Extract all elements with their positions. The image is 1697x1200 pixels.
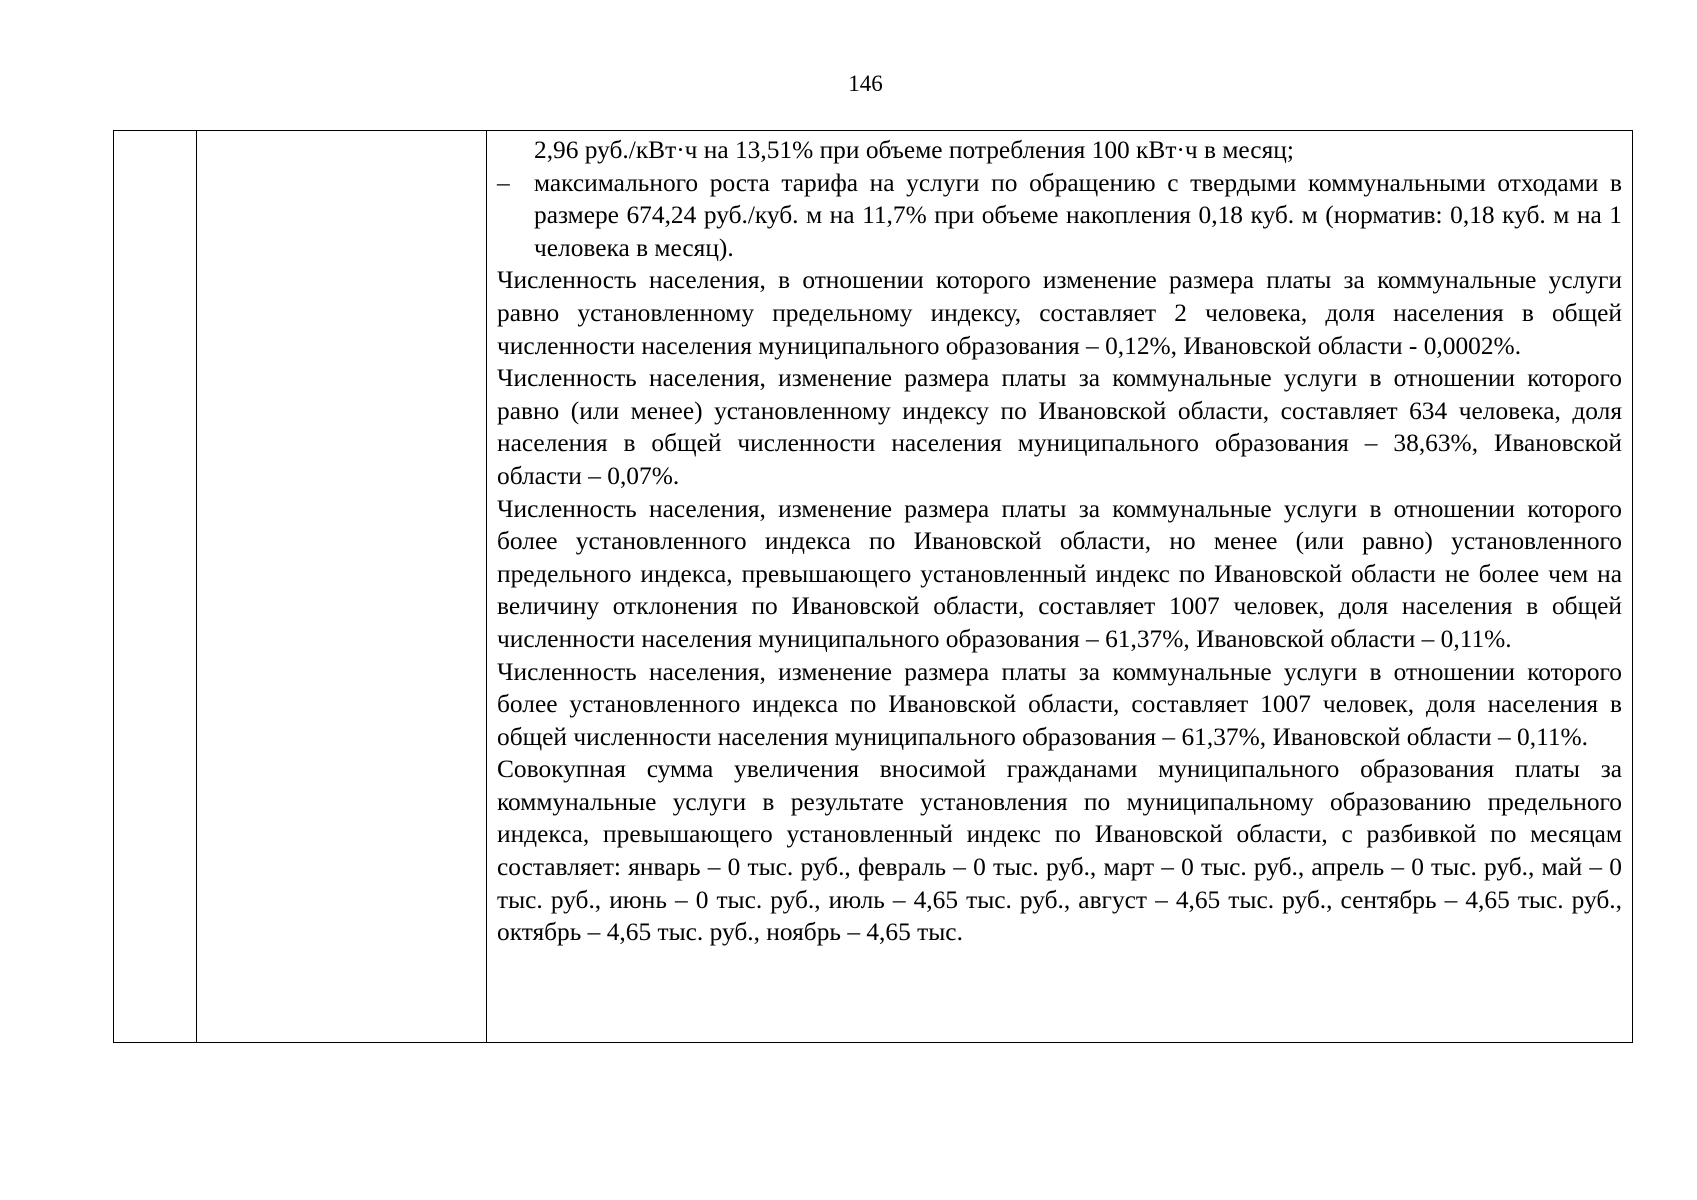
- table-cell-name: [197, 131, 487, 1042]
- paragraph-above-index-population: Численность населения, изменение размера платы за коммунальные услуги в отношении которого более установленного индекса по Ивановской области, составляет 1007 человек, доля населения в общей численности населения муниципального образования – 61,37%, Ивановской области – 0,11%.: [497, 657, 1622, 751]
- list-item: [497, 167, 1622, 265]
- bullet-text: максимального роста тарифа на услуги по обращению с твердыми коммунальными отходами в размере 674,24 руб./куб. м на 11,7% при объеме накопления 0,18 куб. м (норматив: 0,18 куб. м на 1 человека в месяц).: [534, 168, 1622, 262]
- paragraph-monthly-increase: Совокупная сумма увеличения вносимой гражданами муниципального образования платы за коммунальные услуги в результате установления по муниципальному образованию предельного индекса, превышающего установленный индекс по Ивановской области, с разбивкой по месяцам составляет: январь – 0 тыс. руб., февраль – 0 тыс. руб., март – 0 тыс. руб., апрель – 0 тыс. руб., май – 0 тыс. руб., июнь – 0 тыс. руб., июль – 4,65 тыс. руб., август – 4,65 тыс. руб., сентябрь – 4,65 тыс. руб., октябрь – 4,65 тыс. руб., ноябрь – 4,65 тыс.: [497, 755, 1622, 947]
- table-cell-number: [114, 131, 197, 1042]
- paragraph-below-index-population: Численность населения, изменение размера платы за коммунальные услуги в отношении которого равно (или менее) установленному индексу по Ивановской области, составляет 634 человека, доля населения в общей численности населения муниципального образования – 38,63%, Ивановской области – 0,07%.: [497, 364, 1622, 490]
- page-number: 146: [848, 71, 883, 96]
- continuation-line: 2,96 руб./кВт·ч на 13,51% при объеме потребления 100 кВт·ч в месяц;: [534, 136, 1294, 164]
- paragraph-limit-index-population: Численность населения, в отношении которого изменение размера платы за коммунальные услуги равно установленному предельному индексу, составляет 2 человека, доля населения в общей численности населения муниципального образования – 0,12%, Ивановской области - 0,0002%.: [497, 266, 1622, 360]
- bullet-dash: –: [497, 168, 510, 197]
- cell-text-block: [497, 134, 1622, 949]
- table-cell-content: [487, 131, 1632, 1042]
- document-table: [113, 130, 1633, 1043]
- paragraph-within-deviation-population: Численность населения, изменение размера платы за коммунальные услуги в отношении которого более установленного индекса по Ивановской области, но менее (или равно) установленного предельного индекса, превышающего установленный индекс по Ивановской области не более чем на величину отклонения по Ивановской области, составляет 1007 человек, доля населения в общей численности населения муниципального образования – 61,37%, Ивановской области – 0,11%.: [497, 494, 1622, 653]
